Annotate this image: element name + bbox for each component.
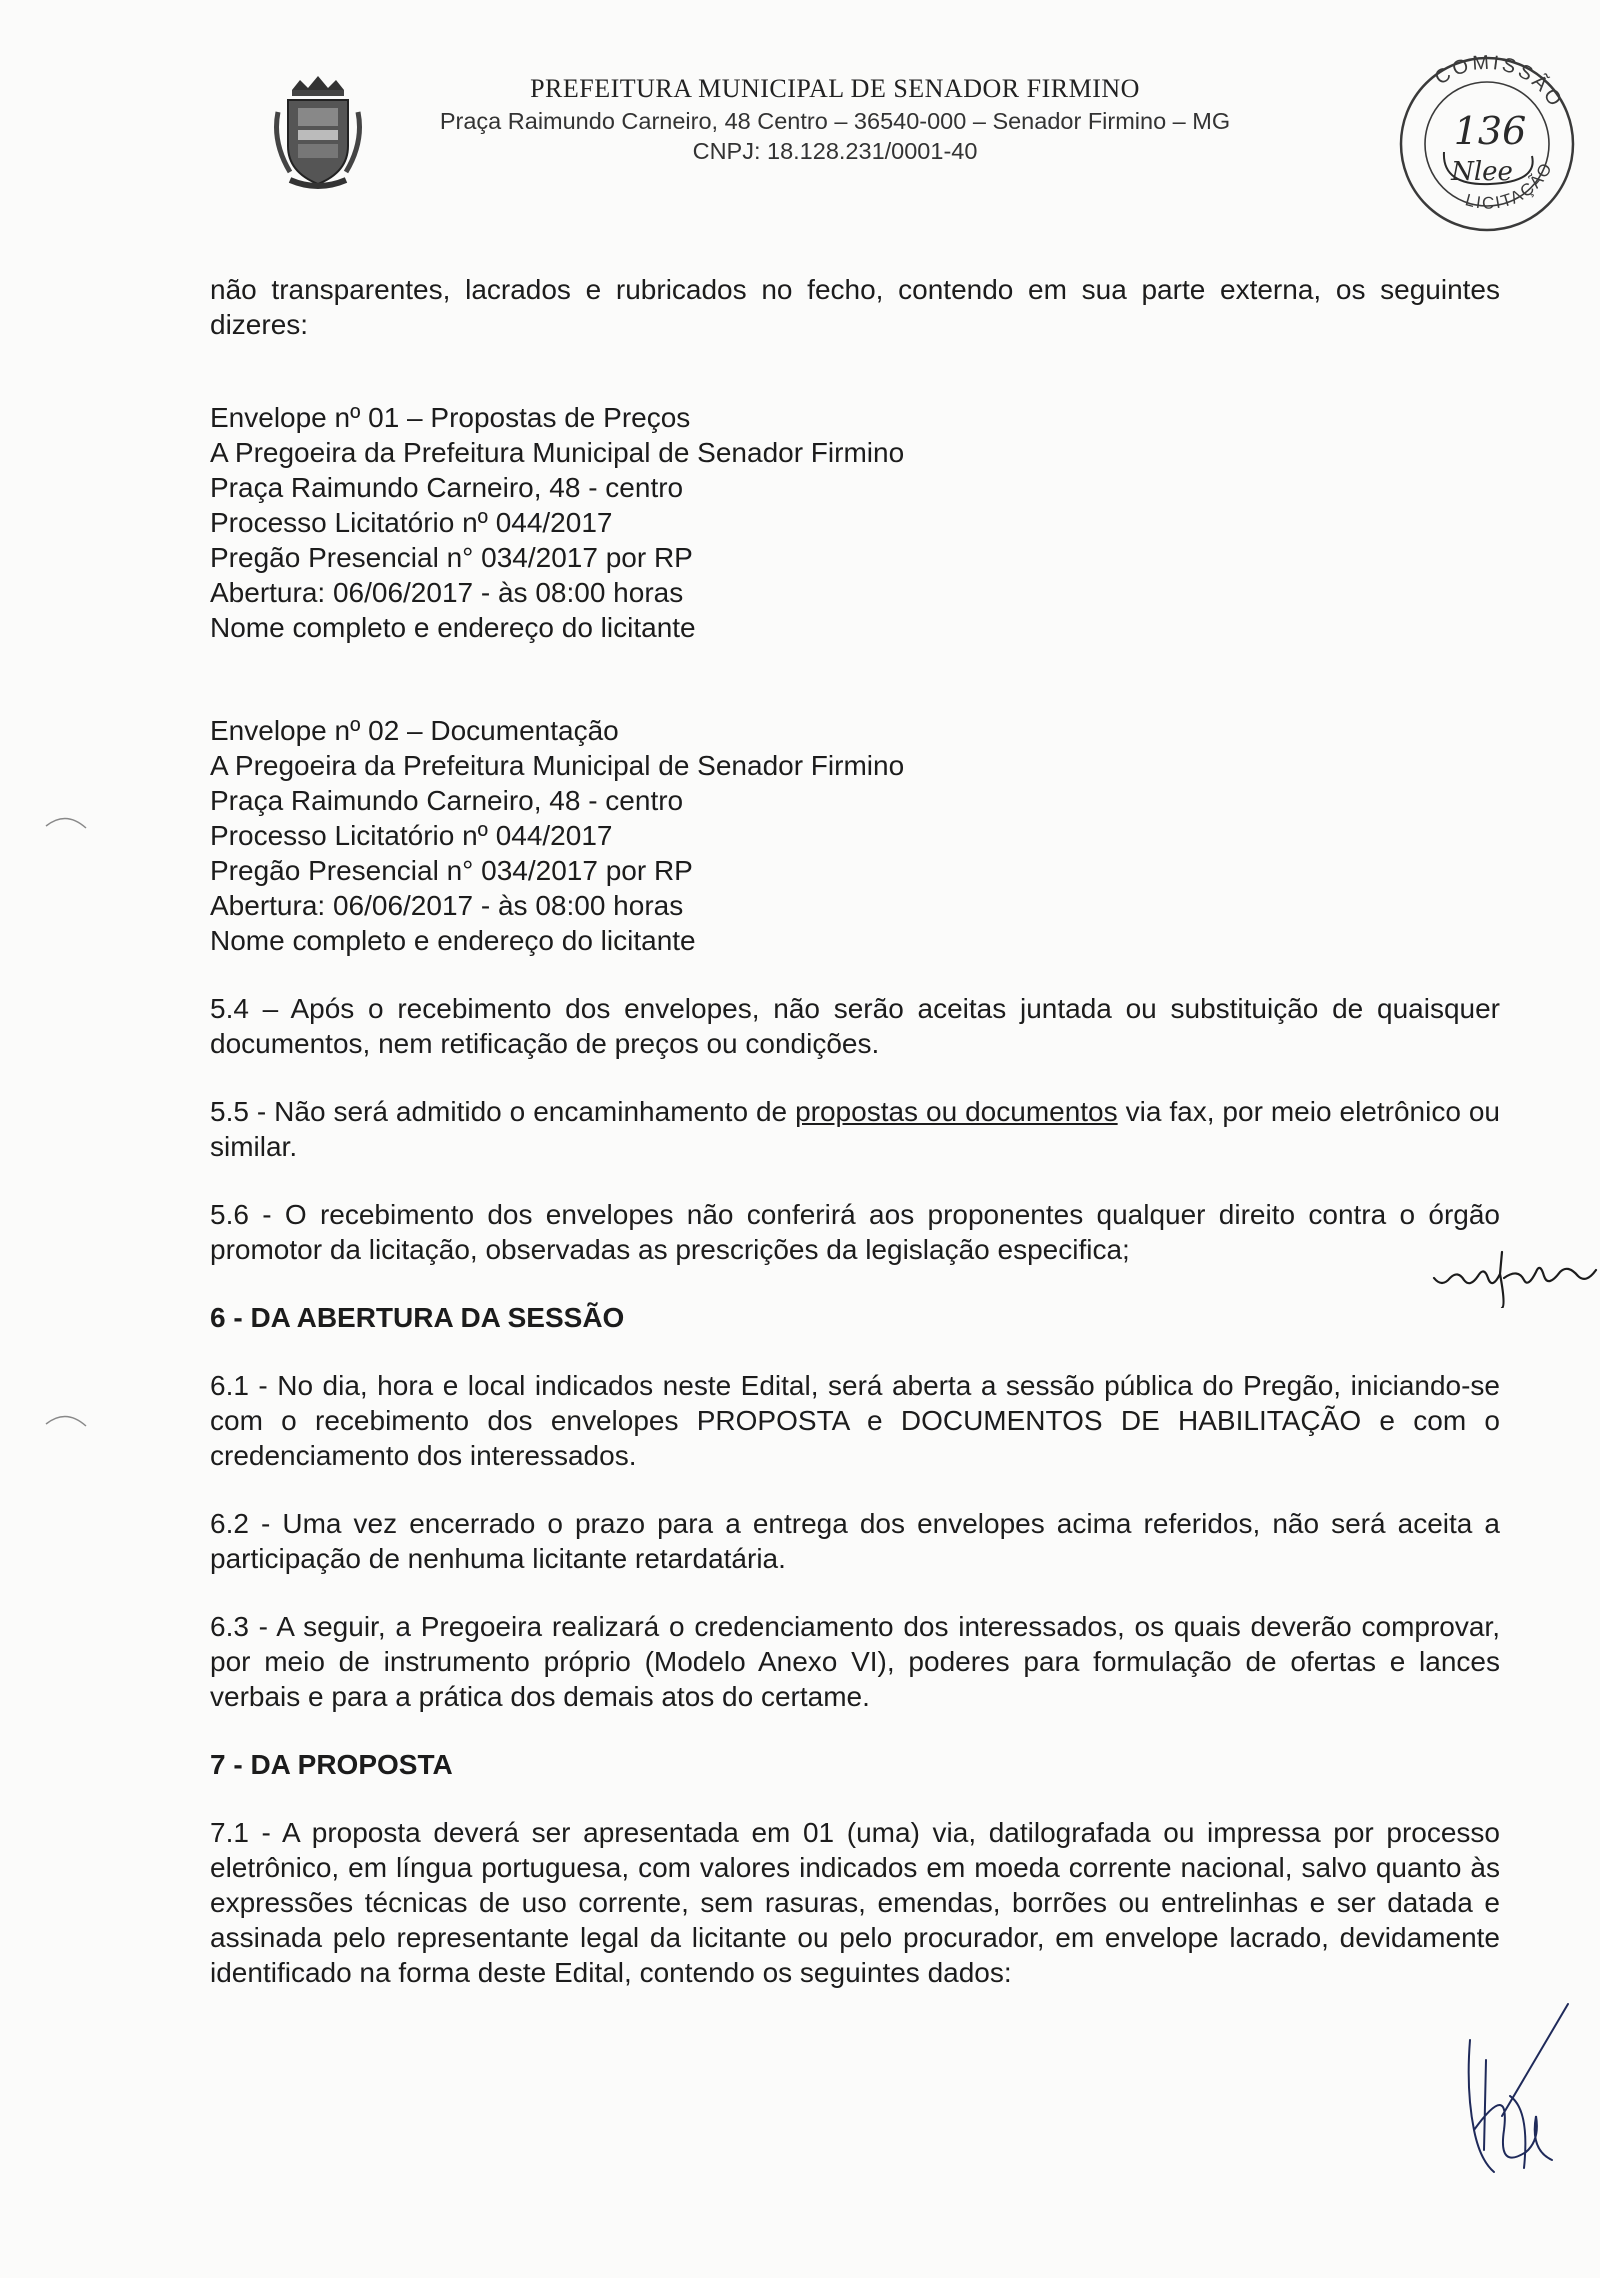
envelope-1-block (210, 400, 1500, 645)
clause-5-6: 5.6 - O recebimento dos envelopes não conferirá aos proponentes qualquer direito contra o órgão promotor da licitação, observadas as prescrições da legislação especifica; (210, 1199, 1500, 1265)
municipality-address: Praça Raimundo Carneiro, 48 Centro – 36540-000 – Senador Firmino – MG (439, 108, 1231, 134)
stamp-page-number: 136 (1453, 109, 1527, 153)
envelope-2-line: Processo Licitatório nº 044/2017 (210, 820, 613, 851)
scan-mark (44, 812, 88, 832)
envelope-1-line: Pregão Presencial n° 034/2017 por RP (210, 542, 693, 573)
section-7-heading: 7 - DA PROPOSTA (210, 1749, 453, 1780)
envelope-1-line: Envelope nº 01 – Propostas de Preços (210, 402, 691, 433)
clause-5-5-start: 5.5 - Não será admitido o encaminhamento de (210, 1096, 796, 1127)
envelope-2-block (210, 713, 1500, 958)
envelope-2-line: Abertura: 06/06/2017 - às 08:00 horas (210, 890, 684, 921)
svg-text:COMISSÃO (1431, 52, 1567, 112)
clause-7-1: 7.1 - A proposta deverá ser apresentada em 01 (uma) via, datilografada ou impressa por processo eletrônico, em língua portuguesa, com valores indicados em moeda corrente nacional, salvo quanto às expressões técnicas de uso corrente, sem rasuras, emendas, borrões ou entrelinhas e ser datada e assinada pelo representante legal da licitante ou pelo procurador, em envelope lacrado, devidamente identificado na forma deste Edital, contendo os seguintes dados: (210, 1817, 1500, 1988)
signature (1440, 2000, 1580, 2180)
stamp-bottom-text: LICITAÇÃO (1463, 158, 1557, 213)
stamp-initials: Nlee (1451, 157, 1513, 187)
clause-6-3: 6.3 - A seguir, a Pregoeira realizará o credenciamento dos interessados, os quais deverão comprovar, por meio de instrumento próprio (Modelo Anexo VI), poderes para formulação de ofertas e lances verbais e para a prática dos demais atos do certame. (210, 1611, 1500, 1712)
document-body (210, 272, 1500, 1990)
intro-paragraph: não transparentes, lacrados e rubricados no fecho, contendo em sua parte externa, os seguintes dizeres: (210, 274, 1500, 340)
envelope-2-line: A Pregoeira da Prefeitura Municipal de Senador Firmino (210, 750, 905, 781)
envelope-1-line: Processo Licitatório nº 044/2017 (210, 507, 613, 538)
section-6-heading: 6 - DA ABERTURA DA SESSÃO (210, 1302, 625, 1333)
clause-5-5 (210, 1094, 1500, 1164)
scan-mark (44, 1410, 88, 1430)
clause-5-5-end: via fax, por meio eletrônico ou similar. (210, 1096, 1500, 1162)
clause-6-1: 6.1 - No dia, hora e local indicados neste Edital, será aberta a sessão pública do Pregão, iniciando-se com o recebimento dos envelopes PROPOSTA e DOCUMENTOS DE HABILITAÇÃO e com o credenciamento dos interessados. (210, 1370, 1500, 1471)
envelope-2-line: Praça Raimundo Carneiro, 48 - centro (210, 785, 684, 816)
clause-6-2: 6.2 - Uma vez encerrado o prazo para a entrega dos envelopes acima referidos, não será aceita a participação de nenhuma licitante retardatária. (210, 1508, 1500, 1574)
handwritten-rubric (1428, 1248, 1600, 1308)
envelope-1-line: Abertura: 06/06/2017 - às 08:00 horas (210, 577, 684, 608)
municipality-title: PREFEITURA MUNICIPAL DE SENADOR FIRMINO (530, 74, 1140, 103)
commission-stamp (1382, 52, 1592, 232)
envelope-2-line: Pregão Presencial n° 034/2017 por RP (210, 855, 693, 886)
clause-5-5-underlined: propostas ou documentos (795, 1096, 1118, 1127)
envelope-1-line: Nome completo e endereço do licitante (210, 612, 696, 643)
municipality-cnpj: CNPJ: 18.128.231/0001-40 (692, 138, 978, 164)
stamp-top-text: COMISSÃO (1430, 52, 1568, 113)
clause-5-4: 5.4 – Após o recebimento dos envelopes, não serão aceitas juntada ou substituição de quaisquer documentos, nem retificação de preços ou condições. (210, 993, 1500, 1059)
envelope-1-line: Praça Raimundo Carneiro, 48 - centro (210, 472, 684, 503)
envelope-2-line: Nome completo e endereço do licitante (210, 925, 696, 956)
envelope-1-line: A Pregoeira da Prefeitura Municipal de Senador Firmino (210, 437, 905, 468)
envelope-2-line: Envelope nº 02 – Documentação (210, 715, 619, 746)
